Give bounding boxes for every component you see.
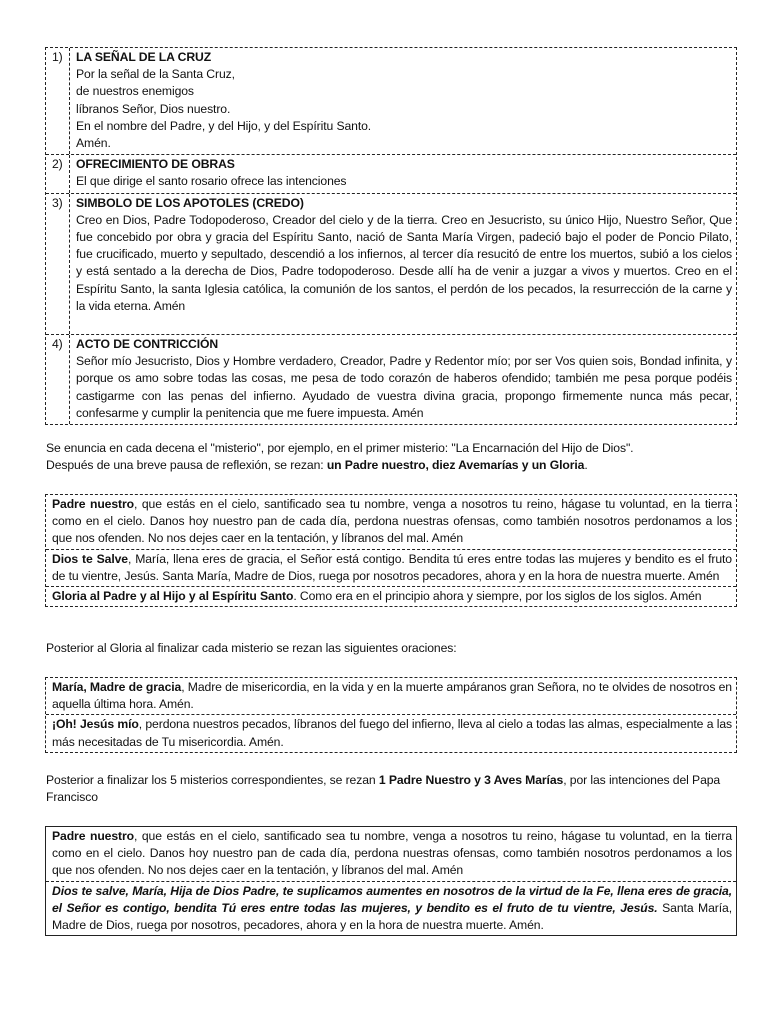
intro-line-2-text: Después de una breve pausa de reflexión, se rezan:: [46, 458, 327, 473]
intro-line-2: [46, 457, 738, 474]
intro-line-1: Se enuncia en cada decena el "misterio", por ejemplo, en el primer misterio: "La Encarnación del Hijo de Dios".: [46, 441, 634, 455]
prayer-title: ¡Oh! Jesús mío: [52, 717, 139, 732]
section-content: [70, 194, 736, 334]
section-line: líbranos Señor, Dios nuestro.: [76, 101, 231, 116]
prayer-gloria: [46, 586, 736, 606]
section-line: En el nombre del Padre, y del Hijo, y del Espíritu Santo.: [76, 118, 372, 133]
section-row-4: [46, 334, 736, 424]
section-heading: SIMBOLO DE LOS APOTOLES (CREDO): [76, 195, 304, 210]
prayer-sections-table: [45, 47, 737, 425]
section-content: [70, 335, 736, 424]
section-row-3: [46, 193, 736, 334]
section-line: de nuestros enemigos: [76, 84, 194, 99]
prayer-text: Santa María, Madre de Dios, ruega por nosotros, pecadores, ahora y en la hora de nuestra muerte. Amén.: [52, 900, 732, 933]
prayer-title: Dios te Salve: [52, 551, 128, 566]
after-gloria-paragraph: Posterior al Gloria al finalizar cada misterio se rezan las siguientes oraciones:: [46, 641, 457, 655]
section-number: 2): [46, 155, 70, 192]
prayer-text: , que estás en el cielo, santificado sea tu nombre, venga a nosotros tu reino, hágase tu voluntad, en la tierra como en el cielo. Danos hoy nuestro pan de cada día, perdona nuestras ofensas, como también nosotros perdonamos a los que nos ofenden. No nos dejes caer en la tentación, y líbranos del mal. Amén: [52, 497, 732, 546]
closing-bold: 1 Padre Nuestro y 3 Aves Marías: [378, 773, 564, 787]
prayer-dios-te-salve: [46, 549, 736, 586]
prayer-text: , perdona nuestros pecados, líbranos del fuego del infierno, lleva al cielo a todas las almas, especialmente a las más necesitadas de Tu misericordia. Amén.: [52, 717, 732, 749]
section-number: 1): [46, 48, 70, 154]
intro-line-2-bold: un Padre nuestro, diez Avemarías y un Gloria: [326, 458, 585, 473]
prayer-title: María, Madre de gracia: [52, 680, 182, 694]
prayer-text: , Madre de misericordia, en la vida y en la muerte ampáranos gran Señora, no te olvides de nosotros en aquella última hora. Amén.: [52, 680, 732, 712]
section-line: Por la señal de la Santa Cruz,: [76, 67, 235, 82]
intro-paragraph: [46, 440, 738, 474]
prayer-title: Gloria al Padre y al Hijo y al Espíritu Santo: [52, 589, 294, 604]
section-content: [70, 48, 736, 154]
section-heading: LA SEÑAL DE LA CRUZ: [76, 50, 212, 64]
section-heading: ACTO DE CONTRICCIÓN: [76, 337, 219, 352]
section-row-1: [46, 48, 736, 154]
prayer-dios-te-salve-final: [46, 881, 736, 936]
prayer-title: Padre nuestro: [52, 829, 134, 843]
closing-text: Posterior a finalizar los 5 misterios correspondientes, se rezan: [46, 773, 379, 787]
prayers-box-1: [45, 494, 737, 607]
prayer-padre-nuestro: [46, 495, 736, 549]
contricion-text: Señor mío Jesucristo, Dios y Hombre verdadero, Creador, Padre y Redentor mío; por ser Vos quien sois, Bondad infinita, y porque os amo sobre todas las cosas, me pesa de todo corazón de haberos ofendido; también me pesa porque podéis castigarme con las penas del infierno. Ayudado de vuestra divina gracia, propongo firmemente nunca más pecar, confesarme y cumplir la penitencia que me fuere impuesta. Amén: [76, 354, 732, 420]
prayers-box-3: [45, 826, 737, 936]
section-content: [70, 155, 736, 192]
section-number: 4): [46, 335, 70, 424]
prayers-box-2: [45, 677, 737, 753]
prayer-text: , María, llena eres de gracia, el Señor está contigo. Bendita tú eres entre todas las mujeres y bendito es el fruto de tu vientre, Jesús. Santa María, Madre de Dios, ruega por nosotros pecadores, ahora y en la hora de nuestra muerte. Amén: [52, 551, 732, 583]
section-line: El que dirige el santo rosario ofrece las intenciones: [76, 174, 347, 189]
section-line: Amén.: [76, 136, 111, 151]
prayer-text: , que estás en el cielo, santificado sea tu nombre, venga a nosotros tu reino, hágase tu voluntad, en la tierra como en el cielo. Danos hoy nuestro pan de cada día, perdona nuestras ofensas, como también nosotros perdonamos a los que nos ofenden. No nos dejes caer en la tentación, y líbranos del mal. Amén: [52, 829, 732, 878]
prayer-title: Padre nuestro: [52, 497, 134, 511]
section-heading: OFRECIMIENTO DE OBRAS: [76, 157, 235, 172]
closing-paragraph: [46, 772, 738, 806]
prayer-text: . Como era en el principio ahora y siempre, por los siglos de los siglos. Amén: [293, 589, 702, 604]
section-number: 3): [46, 194, 70, 334]
credo-text: Creo en Dios, Padre Todopoderoso, Creador del cielo y de la tierra. Creo en Jesucristo, su único Hijo, Nuestro Señor, Que fue concebido por obra y gracia del Espíritu Santo, nació de Santa María Virgen, padeció bajo el poder de Poncio Pilato, fue crucificado, muerto y sepultado, descendió a los infiernos, al tercer día resucitó de entre los muertos, subió a los cielos y está sentado a la derecha de Dios, Padre todopoderoso. Desde allí ha de venir a juzgar a vivos y muertos. Creo en el Espíritu Santo, la santa Iglesia católica, la comunión de los santos, el perdón de los pecados, la resurrección de la carne y la vida eterna. Amén: [76, 212, 732, 313]
prayer-maria-madre: [46, 678, 736, 714]
prayer-title: Dios te salve, María, Hija de Dios Padre, te suplicamos aumentes en nosotros de la virtud de la Fe, llena eres de gracia, el Señor es contigo, bendita Tú eres entre todas las mujeres, y bendito es el fruto de tu vientre, Jesús.: [52, 883, 732, 915]
prayer-oh-jesus: [46, 714, 736, 751]
closing-end: , por las intenciones del Papa Francisco: [46, 773, 721, 805]
section-row-2: [46, 154, 736, 192]
intro-line-2-end: .: [584, 458, 588, 473]
prayer-padre-nuestro-final: [46, 827, 736, 881]
